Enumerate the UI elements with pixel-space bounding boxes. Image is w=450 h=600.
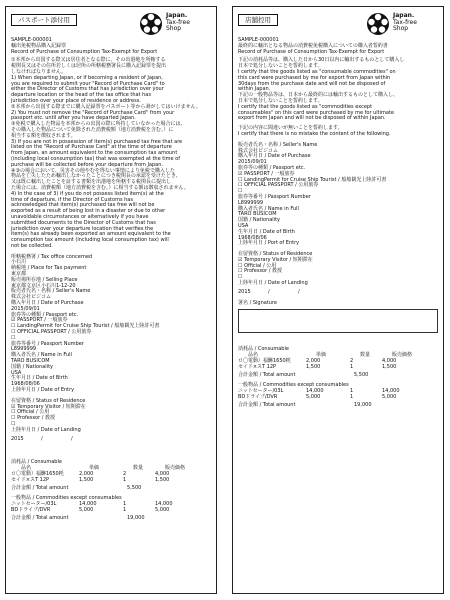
notice-line: either the Director of Customs that has jurisdiction over your xyxy=(11,86,164,93)
item-cell: 1,500 xyxy=(382,363,397,370)
notice-line: 相当する額を徴収されます。 xyxy=(11,132,76,139)
item-cell: 1 xyxy=(123,476,127,483)
notice-line: ①本邦から出国する際又は居住者となる際に、その出港地を所轄する xyxy=(11,57,166,64)
field-line: 2015/09/01 xyxy=(11,305,40,312)
total-label: 合計金額 / Total amount xyxy=(11,484,69,491)
item-cell: 4,000 xyxy=(382,358,397,365)
items-section-title: 消耗品 / Consumable xyxy=(238,346,289,353)
item-row xyxy=(11,508,211,514)
header-line: SAMPLE-000001 xyxy=(238,37,279,43)
notice-line: consumption tax amount (including local consumption tax) will xyxy=(11,237,169,244)
sakura-logo-icon xyxy=(139,12,163,36)
item-row xyxy=(11,478,211,484)
field-line: 上陸年月日 / Port of Entry xyxy=(238,240,300,247)
notice-line: acknowledged that item(s) purchased tax free will not be xyxy=(11,202,155,209)
field-line: 販売者氏名・名称 / Seller's Name xyxy=(11,288,91,295)
item-row xyxy=(238,395,438,401)
field-line: 購入年月日 / Date of Purchase xyxy=(11,300,84,307)
logo-line-2: Tax-free xyxy=(393,18,417,26)
field-line: 旅券等の種類 / Passport etc. xyxy=(11,311,79,318)
item-cell: 1,500 xyxy=(155,476,170,483)
landing-sep-2: / xyxy=(298,288,300,295)
item-cell: 2 xyxy=(123,470,127,477)
notice-line: ③免税で購入した物品を本邦からの出国の際に所持していなかった場合には、 xyxy=(11,121,186,128)
header-line: Record of Purchase of Consumption Tax-Exempt for Export xyxy=(238,48,385,55)
logo-line-1: Japan. xyxy=(166,12,188,19)
field-line: 納税地 / Place for Tax payment xyxy=(11,265,87,272)
total-label: 合計金額 / Total amount xyxy=(11,514,69,521)
item-cell: 4,000 xyxy=(155,470,170,477)
item-cell: BDドライブ/DVR xyxy=(11,506,51,513)
field-line: 1968/08/06 xyxy=(11,381,40,388)
pledge-line: within Japan. xyxy=(238,86,271,93)
field-line: 2015/09/01 xyxy=(238,159,267,166)
notice-line: departure location or the head of the tax office that has xyxy=(11,92,151,99)
item-cell: ニットセーター/03L xyxy=(238,388,284,395)
field-line: 購入者氏名 / Name in Full xyxy=(238,205,299,212)
item-cell: 2,000 xyxy=(306,358,321,365)
sakura-logo-icon xyxy=(366,12,390,36)
landing-year: 2015 xyxy=(238,288,251,295)
field-line: ☑ PASSPORT / 一般旅券 xyxy=(238,170,295,177)
notice-line: you are required to submit your "Record of Purchase Card" to xyxy=(11,80,165,87)
notice-line: 4) In the case of 3) if you do not possess listed item(s) at the xyxy=(11,190,164,197)
notice-line: その購入した物品について免除された消費税額（地方消費税を含む。）に xyxy=(11,126,174,133)
notice-line: not be collected. xyxy=(11,242,53,249)
item-cell: 5,000 xyxy=(306,394,321,401)
notice-line: 2) You must not remove the "Record of Purchase Card" from your xyxy=(11,109,175,116)
total-value: 5,500 xyxy=(127,484,142,491)
status-line: 上陸年月日 / Date of Landing xyxy=(11,426,81,433)
pledge-line: 30days from the purchase date and will not be disposed of xyxy=(238,80,386,87)
item-cell: 5,000 xyxy=(155,506,170,513)
header-line: Record of Purchase of Consumption Tax-Exempt for Export xyxy=(11,48,158,55)
status-line: ☐ Professor / 教授 xyxy=(11,415,56,422)
field-line: 購入年月日 / Date of Purchase xyxy=(238,153,311,160)
passport-attachment-slip xyxy=(5,6,217,594)
field-line: TARO BUSICOM xyxy=(238,211,277,218)
field-line: TARO BUSICOM xyxy=(11,358,50,365)
item-cell: セイド×スT 12P xyxy=(11,476,50,483)
notice-line: purchase will be collected before your departure from Japan. xyxy=(11,161,163,168)
total-value: 5,500 xyxy=(354,371,369,378)
status-line: ☐ Professor / 教授 xyxy=(238,268,283,275)
field-line: 1968/08/06 xyxy=(238,234,267,241)
header-line: SAMPLE-000001 xyxy=(11,37,52,43)
field-line: ☐ LandingPermit for Cruise Ship Tourist / 船舶観光上陸許可書 xyxy=(11,323,160,330)
field-line: 株式会社ビジコム xyxy=(238,147,279,154)
field-line: 旅券等番号 / Passport Number xyxy=(11,340,84,347)
field-line: 東京都 xyxy=(11,271,27,278)
pledge-line: 下記の内容に間違いが無いことを誓約します。 xyxy=(238,125,343,132)
notice-line: passport etc. until after you have departed Japan. xyxy=(11,115,136,122)
notice-line: た場合には、消費税額（地方消費税を含む。）に相当する額は徴収されません。 xyxy=(11,184,189,191)
notice-line: (including local consumption tax) that was exempted at the time of xyxy=(11,155,180,162)
pledge-line: 下記の消耗品等は、購入した日から30日以内に輸出するものとして購入し xyxy=(238,57,405,64)
field-line: 生年月日 / Date of Birth xyxy=(11,375,68,382)
item-row xyxy=(238,365,438,371)
field-line: 旅券等番号 / Passport Number xyxy=(238,193,311,200)
field-line: USA xyxy=(238,222,249,229)
items-section-title: 一般物品 / Commodities except consumables xyxy=(11,495,122,502)
item-cell: 14,000 xyxy=(382,388,400,395)
field-line: 国籍 / Nationality xyxy=(238,217,281,224)
notice-line: 税関長又はその住所若しくは居所の所轄税務署長に購入記録票を提出 xyxy=(11,63,167,70)
slip-tag: パスポート添付用 xyxy=(11,14,77,26)
store-copy-slip xyxy=(232,6,444,594)
field-line: 旅券等の種類 / Passport etc. xyxy=(238,164,306,171)
notice-line: submitted documents to the Director of Customs that has xyxy=(11,219,156,226)
notice-line: ④③の場合において、災害その他やむを得ない事情により免税で購入した xyxy=(11,167,175,174)
notice-line: from Japan, an amount equivalent to the consumption tax amount xyxy=(11,150,178,157)
pledge-line: 下記の一般物品等は、日本から最終的には輸出するものとして購入し、 xyxy=(238,92,399,99)
item-cell: 1 xyxy=(350,388,354,395)
field-line: ☐ LandingPermit for Cruise Ship Tourist / 船舶観光上陸許可書 xyxy=(238,176,387,183)
total-value: 19,000 xyxy=(127,514,145,521)
pledge-line: I certify that there is no mistake the content of the following. xyxy=(238,130,391,137)
field-line: 東京都文京区小石川1-12-20 xyxy=(11,282,76,289)
item-cell: 5,000 xyxy=(79,506,94,513)
total-row xyxy=(11,516,211,522)
field-line: 販売者氏名・名称 / Seller's Name xyxy=(238,141,318,148)
tax-free-logo xyxy=(366,12,438,38)
total-value: 19,000 xyxy=(354,401,372,408)
notice-line: exported as a result of being lost in a disaster or due to other xyxy=(11,208,166,215)
item-cell: 14,000 xyxy=(306,388,324,395)
field-line: 生年月日 / Date of Birth xyxy=(238,228,295,235)
items-section-title: 一般物品 / Commodities except consumables xyxy=(238,382,349,389)
total-row xyxy=(238,403,438,409)
notice-line: 物品を亡失したため輸出しなかったことにつき税関長の承認を受けたとき、 xyxy=(11,173,181,180)
status-line: ☑ Temporary Visitor / 短期滞在 xyxy=(11,403,86,410)
items-header-cell: 品名 xyxy=(21,465,32,472)
status-line: 在留資格 / Status of Residence xyxy=(11,397,86,404)
item-cell: BDドライブ/DVR xyxy=(238,394,278,401)
pledge-line: I certify that the goods listed as "commodities except xyxy=(238,103,373,110)
landing-sep-1: / xyxy=(268,288,270,295)
landing-sep-1: / xyxy=(41,435,43,442)
item-cell: ロ〇電動）福醂1650粍 xyxy=(238,358,291,365)
field-line: L8999999 xyxy=(11,346,37,353)
items-header-cell: 数量 xyxy=(360,352,371,359)
items-section-title: 消耗品 / Consumable xyxy=(11,459,62,466)
items-header-cell: 販売価格 xyxy=(165,465,186,472)
header-line: 輸出免税物品購入記録票 xyxy=(11,42,67,49)
notice-line: listed on the "Record of Purchase Card" at the time of departure xyxy=(11,144,172,151)
status-line: ☑ Temporary Visitor / 短期滞在 xyxy=(238,256,313,263)
items-header-cell: 単価 xyxy=(89,465,100,472)
item-cell: 1 xyxy=(123,506,127,513)
items-header-cell: 単価 xyxy=(316,352,327,359)
item-cell: 2 xyxy=(350,358,354,365)
pledge-line: consumables" on this card were purchased by me for ultimate xyxy=(238,109,394,116)
landing-year: 2015 xyxy=(11,435,24,442)
logo-text xyxy=(166,13,190,33)
notice-line: 1) When departing Japan, or if becoming a resident of Japan, xyxy=(11,74,163,81)
item-cell: 1 xyxy=(350,394,354,401)
slip-header xyxy=(11,12,211,38)
item-cell: 14,000 xyxy=(155,501,173,508)
pledge-line: I certify that the goods listed as "consumable commodities" on xyxy=(238,68,396,75)
field-line: 株式会社ビジコム xyxy=(11,294,52,301)
item-cell: セイド×スT 12P xyxy=(238,363,277,370)
item-cell: ニットセーター/03L xyxy=(11,501,57,508)
tax-free-logo xyxy=(139,12,211,38)
notice-line: jurisdiction over your departure location that verifies the xyxy=(11,225,154,232)
status-line: ☐ xyxy=(238,274,243,281)
logo-line-3: Shop xyxy=(166,25,182,32)
item-cell: ロ〇電動）福醂1650粍 xyxy=(11,470,64,477)
field-line: USA xyxy=(11,369,22,376)
logo-text xyxy=(393,13,417,33)
notice-line: item(s) has already been exported an amount equivalent to the xyxy=(11,231,171,238)
signature-label: 署名 / Signature xyxy=(238,299,277,306)
field-line: 所轄税務署 / Tax office concerned xyxy=(11,253,93,260)
item-cell: 1 xyxy=(123,501,127,508)
status-line: ☐ Official / 公用 xyxy=(238,262,277,269)
pledge-line: this card were purchased by me for export from Japan within xyxy=(238,74,391,81)
total-label: 合計金額 / Total amount xyxy=(238,401,296,408)
item-cell: 14,000 xyxy=(79,501,97,508)
pledge-line: export from Japan and will not be disposed of within Japan. xyxy=(238,115,386,122)
items-header-cell: 販売価格 xyxy=(392,352,413,359)
field-line: 小石川 xyxy=(11,259,27,266)
landing-sep-2: / xyxy=(71,435,73,442)
field-line: ☐ xyxy=(238,188,243,195)
slip-header xyxy=(238,12,438,38)
notice-line: 3) If you are not in possession of item(s) purchased tax free that are xyxy=(11,138,183,145)
header-line: 最終的に輸出となる物品の消費税免税購入についての購入者誓約書 xyxy=(238,42,388,49)
field-line: L8999999 xyxy=(238,199,264,206)
notice-line: unavoidable circumstances or alternatively if you have xyxy=(11,213,149,220)
field-line: 購入者氏名 / Name in Full xyxy=(11,352,72,359)
slip-tag: 店舗控用 xyxy=(238,14,278,26)
status-line: 上陸年月日 / Date of Landing xyxy=(238,280,308,287)
notice-line: time of departure, if the Director of Customs has xyxy=(11,196,133,203)
logo-line-3: Shop xyxy=(393,25,409,32)
notice-line: jurisdiction over your place of residence or address. xyxy=(11,97,141,104)
field-line: 国籍 / Nationality xyxy=(11,363,54,370)
item-cell: 5,000 xyxy=(382,394,397,401)
status-line: ☐ Official / 公用 xyxy=(11,409,50,416)
field-line: ☑ PASSPORT / 一般旅券 xyxy=(11,317,68,324)
logo-line-2: Tax-free xyxy=(166,18,190,26)
status-line: ☐ xyxy=(11,421,16,427)
signature-box[interactable] xyxy=(238,309,438,333)
pledge-line: 日本で処分しないことを誓約します。 xyxy=(238,97,323,104)
field-line: ☐ OFFICIAL PASSPORT / 公用旅券 xyxy=(11,329,92,336)
notice-line: ②本邦から出国する際までに購入記録票をパスポート等から剥がしてはいけません。 xyxy=(11,103,201,110)
items-header-cell: 数量 xyxy=(133,465,144,472)
logo-line-1: Japan. xyxy=(393,12,415,19)
notice-line: 又は既に輸出したことを証する書類を出港地を所轄する税関長に提出し xyxy=(11,179,172,186)
field-line: 販売場所在地 / Selling Place xyxy=(11,276,78,283)
notice-line: しなければなりません。 xyxy=(11,68,67,75)
pledge-line: 日本で処分しないことを誓約します。 xyxy=(238,63,323,70)
total-label: 合計金額 / Total amount xyxy=(238,371,296,378)
status-line: 在留資格 / Status of Residence xyxy=(238,251,313,258)
item-cell: 1 xyxy=(350,363,354,370)
items-header-cell: 品名 xyxy=(248,352,259,359)
item-cell: 1,500 xyxy=(306,363,321,370)
item-cell: 1,500 xyxy=(79,476,94,483)
field-line: ☐ xyxy=(11,334,16,341)
field-line: 上陸年月日 / Date of Entry xyxy=(11,387,75,394)
field-line: ☐ OFFICIAL PASSPORT / 公用旅券 xyxy=(238,182,319,189)
item-cell: 2,000 xyxy=(79,470,94,477)
